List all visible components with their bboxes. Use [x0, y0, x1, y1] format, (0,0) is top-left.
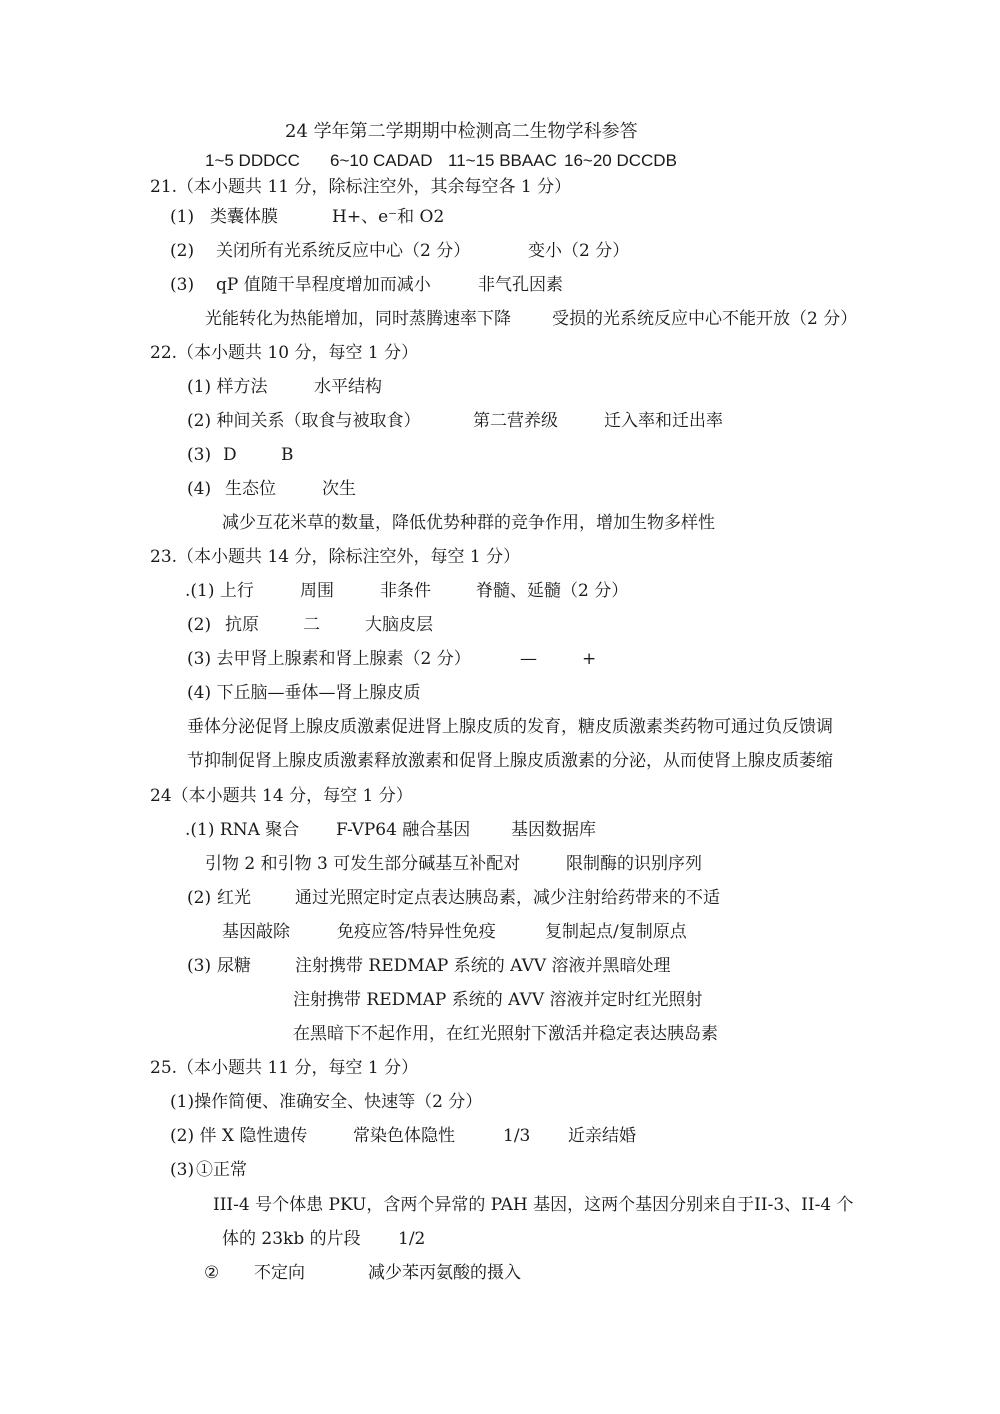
q21-line-4 — [205, 307, 857, 331]
answer-text: (2) 伴 X 隐性遗传 — [170, 1126, 308, 1146]
q24-line-6: 注射携带 REDMAP 系统的 AVV 溶液并定时红光照射 — [293, 990, 703, 1010]
q23-heading: 23.（本小题共 14 分，除标注空外，每空 1 分） — [150, 547, 521, 567]
answer-text: 1/3 — [503, 1126, 531, 1146]
q23-line-3 — [187, 647, 596, 671]
answer-text: 基因敲除 — [222, 922, 290, 942]
answer-text: 尿糖 — [217, 956, 251, 976]
answer-text: 引物 2 和引物 3 可发生部分碱基互补配对 — [205, 854, 521, 874]
q22-line-1 — [187, 375, 382, 399]
q25-line-1: (1)操作简便、准确安全、快速等（2 分） — [170, 1092, 483, 1112]
answer-text: .(1) RNA 聚合 — [185, 820, 300, 840]
answer-text: ①正常 — [196, 1160, 247, 1180]
answer-text: .(1) 上行 — [185, 581, 254, 601]
answer-text: 大脑皮层 — [365, 615, 433, 635]
q25-line-5 — [222, 1227, 425, 1251]
answer-text: 第二营养级 — [473, 411, 558, 431]
q24-line-7: 在黑暗下不起作用，在红光照射下激活并稳定表达胰岛素 — [293, 1024, 718, 1044]
q25-heading: 25.（本小题共 11 分，每空 1 分） — [150, 1058, 419, 1078]
q23-line-1 — [185, 579, 628, 603]
q22-line-5: 减少互花米草的数量，降低优势种群的竞争作用，增加生物多样性 — [222, 513, 715, 533]
answer-text: — — [520, 649, 537, 669]
answer-text: 复制起点/复制原点 — [545, 922, 687, 942]
answer-number: (1) — [170, 207, 195, 227]
q25-line-6 — [204, 1261, 521, 1285]
answer-text: 类囊体膜 — [210, 207, 278, 227]
q25-line-4: III-4 号个体患 PKU，含两个异常的 PAH 基因，这两个基因分别来自于II-3、II-4 个 — [213, 1195, 854, 1215]
q21-line-1 — [170, 205, 444, 229]
answer-number: (3) — [170, 1160, 195, 1180]
q24-line-3 — [187, 886, 720, 910]
q23-line-4: (4) 下丘脑—垂体—肾上腺皮质 — [187, 683, 421, 703]
answer-text: 近亲结婚 — [568, 1126, 636, 1146]
q24-line-4 — [222, 920, 687, 944]
answer-text: F-VP64 融合基因 — [336, 820, 471, 840]
answer-text: 体的 23kb 的片段 — [222, 1229, 361, 1249]
q21-heading: 21.（本小题共 11 分，除标注空外，其余每空各 1 分） — [150, 177, 572, 197]
answer-text: 次生 — [322, 479, 356, 499]
q25-line-2 — [170, 1124, 636, 1148]
answer-number: (4) — [187, 479, 212, 499]
answer-text: + — [582, 649, 597, 669]
answer-number: ② — [204, 1263, 220, 1283]
q24-heading: 24（本小题共 14 分，每空 1 分） — [150, 786, 413, 806]
answer-number: (2) — [170, 241, 195, 261]
answer-text: 生态位 — [225, 479, 276, 499]
answer-text: qP 值随干旱程度增加而减小 — [216, 275, 431, 295]
answer-text: 光能转化为热能增加，同时蒸腾速率下降 — [205, 309, 511, 329]
mc-answers-row — [205, 149, 677, 173]
q22-line-2 — [187, 409, 723, 433]
answer-text: D — [223, 445, 237, 465]
q21-line-2 — [170, 239, 629, 263]
answer-text: 1/2 — [398, 1229, 426, 1249]
answer-text: 免疫应答/特异性免疫 — [337, 922, 496, 942]
q23-line-5: 垂体分泌促肾上腺皮质激素促进肾上腺皮质的发育，糖皮质激素类药物可通过负反馈调 — [187, 717, 833, 737]
q23-line-6: 节抑制促肾上腺皮质激素释放激素和促肾上腺皮质激素的分泌，从而使肾上腺皮质萎缩 — [187, 751, 833, 771]
answer-text: (2) 种间关系（取食与被取食） — [187, 411, 421, 431]
q22-line-4 — [187, 477, 356, 501]
answer-text: 周围 — [300, 581, 334, 601]
mc-answer-group: 16~20 DCCDB — [564, 151, 677, 170]
q24-line-5 — [187, 954, 671, 978]
q25-line-3 — [170, 1158, 247, 1182]
answer-text: (3) 去甲肾上腺素和肾上腺素（2 分） — [187, 649, 471, 669]
answer-number: (3) — [187, 445, 212, 465]
answer-text: 红光 — [217, 888, 251, 908]
q23-line-2 — [187, 613, 433, 637]
answer-text: H+、e⁻和 O2 — [332, 207, 445, 227]
answer-text: 迁入率和迁出率 — [604, 411, 723, 431]
q24-line-1 — [185, 818, 596, 842]
answer-text: 注射携带 REDMAP 系统的 AVV 溶液并黑暗处理 — [295, 956, 671, 976]
mc-answer-group: 1~5 DDDCC — [205, 151, 300, 170]
answer-text: 通过光照定时定点表达胰岛素，减少注射给药带来的不适 — [295, 888, 720, 908]
q21-line-3 — [170, 273, 563, 297]
q22-heading: 22.（本小题共 10 分，每空 1 分） — [150, 343, 419, 363]
q22-line-3 — [187, 443, 294, 467]
answer-number: (2) — [187, 615, 212, 635]
answer-text: 脊髓、延髓（2 分） — [476, 581, 629, 601]
answer-text: 基因数据库 — [511, 820, 596, 840]
answer-text: 非气孔因素 — [478, 275, 563, 295]
answer-text: 水平结构 — [314, 377, 382, 397]
answer-text: (1) 样方法 — [187, 377, 268, 397]
answer-text: 限制酶的识别序列 — [566, 854, 702, 874]
answer-text: 减少苯丙氨酸的摄入 — [368, 1263, 521, 1283]
q24-line-2 — [205, 852, 702, 876]
answer-number: (2) — [187, 888, 212, 908]
answer-text: B — [281, 445, 294, 465]
mc-answer-group: 6~10 CADAD — [330, 151, 433, 170]
answer-text: 关闭所有光系统反应中心（2 分） — [216, 241, 471, 261]
answer-text: 不定向 — [254, 1263, 305, 1283]
answer-text: 非条件 — [380, 581, 431, 601]
mc-answer-group: 11~15 BBAAC — [448, 151, 557, 170]
answer-text: 二 — [303, 615, 320, 635]
answer-text: 变小（2 分） — [528, 241, 630, 261]
answer-text: 抗原 — [225, 615, 259, 635]
answer-number: (3) — [187, 956, 212, 976]
answer-number: (3) — [170, 275, 195, 295]
answer-text: 常染色体隐性 — [353, 1126, 455, 1146]
page-title: 24 学年第二学期期中检测高二生物学科参答 — [285, 121, 638, 142]
answer-text: 受损的光系统反应中心不能开放（2 分） — [552, 309, 858, 329]
